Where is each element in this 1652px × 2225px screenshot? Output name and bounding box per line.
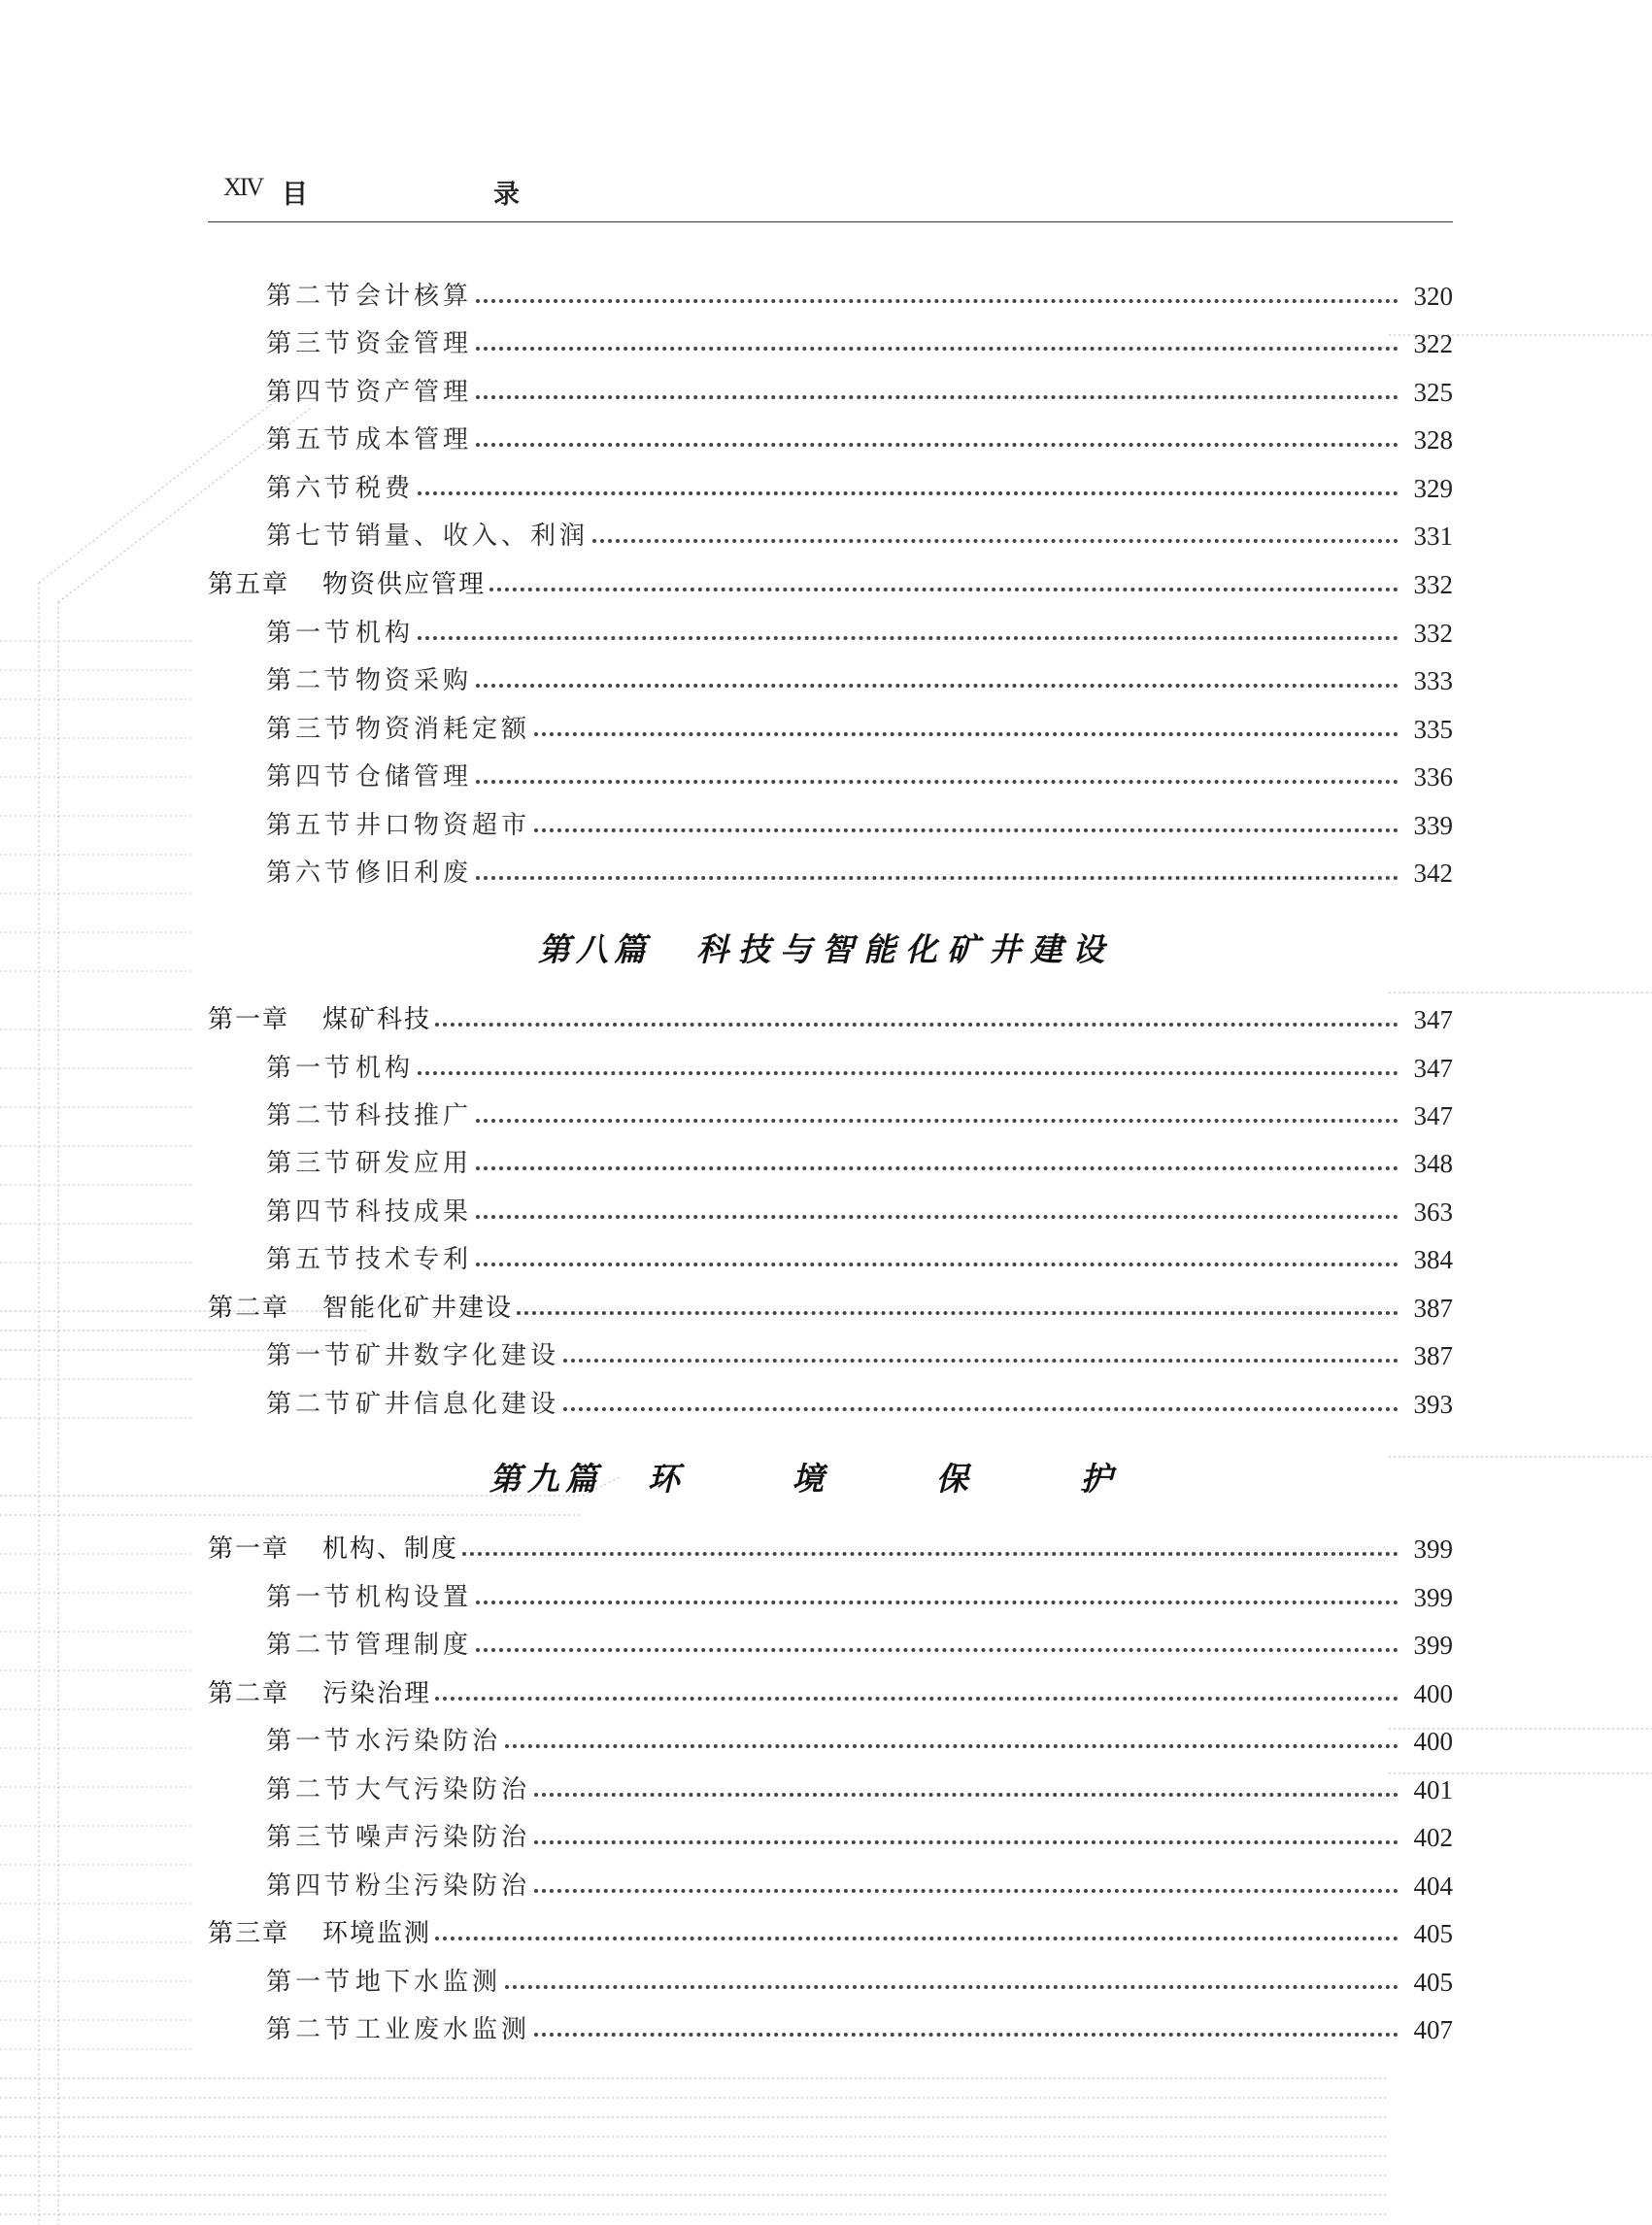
toc-chapter-entry[interactable] [208, 565, 1453, 604]
entry-number: 第四节 [266, 1871, 354, 1901]
toc-entry[interactable] [266, 614, 1453, 653]
toc-entry[interactable] [266, 421, 1453, 459]
entry-title: 地下水监测 [355, 1968, 502, 1997]
entry-page: 399 [1413, 1582, 1453, 1612]
entry-number: 第六节 [266, 474, 354, 503]
dot-leader [462, 1552, 1399, 1556]
entry-number: 第二节 [266, 2015, 354, 2044]
toc-entry[interactable] [266, 1096, 1453, 1135]
entry-title: 矿井数字化建设 [355, 1341, 560, 1370]
dot-leader [505, 1744, 1399, 1748]
entry-page: 348 [1413, 1148, 1453, 1178]
dot-leader [534, 1840, 1399, 1844]
entry-page: 336 [1413, 761, 1453, 792]
entry-page: 335 [1413, 714, 1453, 744]
entry-number: 第四节 [266, 762, 354, 792]
dot-leader [418, 636, 1399, 640]
dot-leader [534, 1793, 1399, 1797]
dot-leader [476, 1263, 1399, 1266]
entry-title: 科技成果 [355, 1197, 473, 1227]
toc-entry[interactable] [266, 1867, 1453, 1905]
entry-page: 399 [1413, 1630, 1453, 1660]
toc-entry[interactable] [266, 469, 1453, 508]
entry-number: 第二节 [266, 282, 354, 311]
header-title: 目 录 [282, 180, 599, 210]
entry-number: 第二节 [266, 1631, 354, 1660]
dot-leader [505, 1985, 1399, 1989]
entry-page: 384 [1413, 1244, 1453, 1274]
entry-number: 第四节 [266, 1197, 354, 1227]
entry-number: 第一节 [266, 1341, 354, 1370]
entry-title: 物资采购 [355, 666, 473, 695]
toc-entry[interactable] [266, 1336, 1453, 1375]
dot-leader [476, 347, 1399, 351]
entry-page: 342 [1413, 858, 1453, 888]
toc-chapter-entry[interactable] [208, 1530, 1453, 1568]
entry-number: 第三节 [266, 329, 354, 358]
dot-leader [476, 443, 1399, 447]
entry-page: 405 [1413, 1918, 1453, 1948]
entry-number: 第六节 [266, 859, 354, 888]
entry-page: 325 [1413, 377, 1453, 407]
entry-page: 400 [1413, 1678, 1453, 1708]
dot-leader [476, 1119, 1399, 1123]
dot-leader [476, 876, 1399, 880]
part-number: 第九篇 [489, 1460, 603, 1498]
toc-chapter-entry[interactable] [208, 1000, 1453, 1039]
dot-leader [489, 588, 1399, 591]
entry-title: 仓储管理 [355, 762, 473, 792]
entry-title: 税费 [355, 474, 415, 503]
entry-page: 347 [1413, 1100, 1453, 1130]
dot-leader [476, 684, 1399, 688]
toc-entry[interactable] [266, 517, 1453, 556]
entry-title: 矿井信息化建设 [355, 1390, 560, 1419]
part-title: 科技与智能化矿井建设 [696, 930, 1114, 968]
entry-title: 资金管理 [355, 329, 473, 358]
entry-number: 第五节 [266, 1245, 354, 1274]
toc-entry[interactable] [266, 373, 1453, 412]
entry-number: 第一节 [266, 1583, 354, 1612]
entry-number: 第三节 [266, 1149, 354, 1178]
toc-entry[interactable] [266, 854, 1453, 893]
entry-number: 第一节 [266, 619, 354, 648]
entry-page: 329 [1413, 473, 1453, 503]
dot-leader [476, 1601, 1399, 1604]
chapter-title: 污染治理 [322, 1679, 432, 1708]
entry-number: 第一节 [266, 1727, 354, 1756]
entry-title: 机构 [355, 619, 415, 648]
chapter-number: 第五章 [208, 570, 290, 599]
dot-leader [435, 1937, 1399, 1940]
toc-entry[interactable] [266, 1144, 1453, 1183]
toc-entry[interactable] [266, 1818, 1453, 1857]
part-heading-8[interactable] [0, 925, 1652, 970]
entry-page: 347 [1413, 1004, 1453, 1034]
entry-title: 水污染防治 [355, 1727, 502, 1756]
entry-number: 第一节 [266, 1968, 354, 1997]
entry-number: 第二节 [266, 1775, 354, 1804]
chapter-number: 第一章 [208, 1005, 290, 1034]
entry-number: 第五节 [266, 811, 354, 840]
entry-title: 研发应用 [355, 1149, 473, 1178]
dot-leader [418, 491, 1399, 495]
entry-title: 会计核算 [355, 282, 473, 311]
dot-leader [534, 828, 1399, 832]
entry-number: 第三节 [266, 715, 354, 744]
entry-page: 401 [1413, 1774, 1453, 1804]
toc-entry[interactable] [266, 1626, 1453, 1665]
dot-leader [435, 1023, 1399, 1027]
chapter-number: 第二章 [208, 1294, 290, 1323]
entry-page: 405 [1413, 1967, 1453, 1997]
toc-entry[interactable] [266, 1770, 1453, 1809]
dot-leader [592, 539, 1399, 543]
entry-page: 400 [1413, 1726, 1453, 1756]
entry-title: 销量、收入、利润 [355, 522, 590, 551]
entry-page: 407 [1413, 2014, 1453, 2044]
chapter-title: 煤矿科技 [322, 1005, 432, 1034]
entry-page: 328 [1413, 424, 1453, 455]
toc-chapter-entry[interactable] [208, 1674, 1453, 1713]
running-header [208, 173, 1453, 222]
entry-page: 393 [1413, 1389, 1453, 1419]
entry-page: 387 [1413, 1340, 1453, 1370]
entry-page: 320 [1413, 281, 1453, 311]
entry-title: 修旧利废 [355, 859, 473, 888]
dot-leader [563, 1359, 1399, 1363]
dot-leader [476, 299, 1399, 303]
entry-number: 第二节 [266, 1390, 354, 1419]
entry-page: 404 [1413, 1871, 1453, 1901]
entry-title: 物资消耗定额 [355, 715, 531, 744]
entry-title: 大气污染防治 [355, 1775, 531, 1804]
chapter-title: 环境监测 [322, 1919, 432, 1948]
entry-page: 322 [1413, 328, 1453, 358]
dot-leader [476, 1648, 1399, 1652]
entry-title: 机构 [355, 1054, 415, 1083]
entry-page: 339 [1413, 810, 1453, 840]
header-page-number: XIV [223, 173, 263, 201]
entry-page: 333 [1413, 665, 1453, 695]
toc-chapter-entry[interactable] [208, 1289, 1453, 1328]
dot-leader [476, 395, 1399, 399]
toc-entry[interactable] [266, 1193, 1453, 1231]
toc-entry[interactable] [266, 758, 1453, 796]
entry-title: 工业废水监测 [355, 2015, 531, 2044]
entry-title: 成本管理 [355, 425, 473, 455]
entry-page: 363 [1413, 1197, 1453, 1227]
dot-leader [418, 1071, 1399, 1075]
dot-leader [534, 1889, 1399, 1893]
entry-number: 第二节 [266, 666, 354, 695]
entry-number: 第四节 [266, 378, 354, 407]
toc-entry[interactable] [266, 1049, 1453, 1088]
entry-title: 噪声污染防治 [355, 1823, 531, 1852]
entry-page: 347 [1413, 1053, 1453, 1083]
toc-chapter-entry[interactable] [208, 1914, 1453, 1953]
toc-entry[interactable] [266, 1578, 1453, 1617]
entry-title: 科技推广 [355, 1101, 473, 1130]
toc-entry[interactable] [266, 806, 1453, 845]
toc-entry[interactable] [266, 324, 1453, 363]
entry-page: 331 [1413, 521, 1453, 551]
entry-number: 第七节 [266, 522, 354, 551]
entry-title: 管理制度 [355, 1631, 473, 1660]
chapter-title: 物资供应管理 [322, 570, 487, 599]
chapter-title: 机构、制度 [322, 1534, 459, 1564]
dot-leader [476, 1166, 1399, 1170]
dot-leader [563, 1407, 1399, 1411]
entry-title: 技术专利 [355, 1245, 473, 1274]
entry-title: 井口物资超市 [355, 811, 531, 840]
dot-leader [534, 732, 1399, 736]
entry-number: 第三节 [266, 1823, 354, 1852]
dot-leader [476, 1215, 1399, 1219]
entry-page: 332 [1413, 618, 1453, 648]
toc-entry[interactable] [266, 2010, 1453, 2049]
toc-entry[interactable] [266, 1963, 1453, 2002]
toc-entry[interactable] [266, 1722, 1453, 1761]
chapter-title: 智能化矿井建设 [322, 1294, 514, 1323]
entry-number: 第五节 [266, 425, 354, 455]
part-title: 环 境 保 护 [647, 1460, 1163, 1498]
entry-title: 资产管理 [355, 378, 473, 407]
entry-page: 387 [1413, 1293, 1453, 1323]
dot-leader [534, 2033, 1399, 2037]
part-number: 第八篇 [538, 930, 652, 968]
entry-page: 399 [1413, 1534, 1453, 1564]
dot-leader [435, 1697, 1399, 1701]
entry-page: 402 [1413, 1822, 1453, 1852]
chapter-number: 第一章 [208, 1534, 290, 1564]
entry-page: 332 [1413, 569, 1453, 599]
toc-entry[interactable] [266, 1385, 1453, 1424]
dot-leader [517, 1311, 1399, 1315]
part-heading-9[interactable] [0, 1454, 1652, 1500]
toc-entry[interactable] [266, 277, 1453, 316]
entry-title: 机构设置 [355, 1583, 473, 1612]
entry-number: 第一节 [266, 1054, 354, 1083]
chapter-number: 第二章 [208, 1679, 290, 1708]
toc-entry[interactable] [266, 661, 1453, 700]
entry-number: 第二节 [266, 1101, 354, 1130]
toc-entry[interactable] [266, 1240, 1453, 1279]
entry-title: 粉尘污染防治 [355, 1871, 531, 1901]
chapter-number: 第三章 [208, 1919, 290, 1948]
dot-leader [476, 780, 1399, 784]
toc-entry[interactable] [266, 710, 1453, 749]
